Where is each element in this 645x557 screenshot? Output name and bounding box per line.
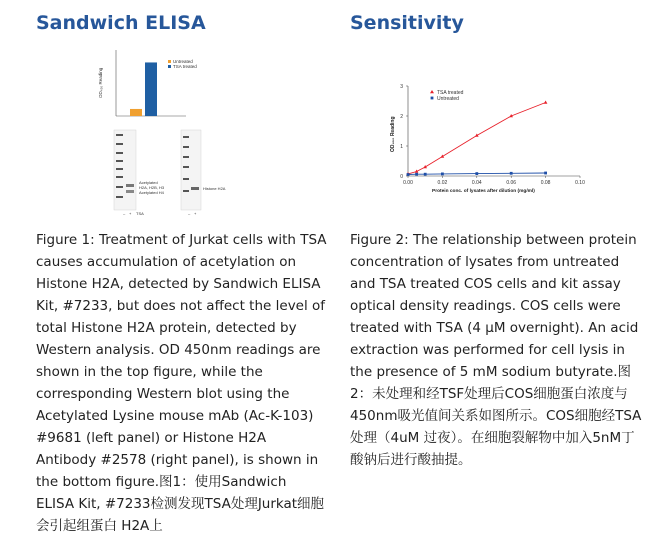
blot-left-label-3: Acetylated H4 [139,190,164,195]
fig1-legend-tsa: TSA treated [173,64,197,69]
fig1-legend-untreated: Untreated [173,59,193,64]
data-point-untreated [475,172,478,175]
x-tick-label: 0.06 [506,180,517,186]
sandwich-elisa-heading: Sandwich ELISA [36,12,206,34]
x-tick-label: 0.10 [575,180,585,186]
figure-1-image [86,48,226,218]
data-point-untreated [510,172,513,175]
x-tick-label: 0.02 [437,180,448,186]
legend-label-1: Untreated [437,95,459,102]
sensitivity-heading: Sensitivity [350,12,464,34]
blot-lane-minus-right: – [188,211,191,216]
fig1-ylabel: OD₄₅₀ Reading [98,67,103,98]
data-point-tsa [544,101,548,104]
western-blot-right [181,130,201,210]
blot-lane-tsa-left: TSA [136,211,144,216]
sens-ylabel: OD₄₅₀ Reading [390,116,396,152]
sensitivity-chart [380,80,590,200]
data-point-untreated [424,173,427,176]
data-point-untreated [415,173,418,176]
blot-left-label-2: H2A, H2B, H3 [139,185,165,190]
figure-2-caption: Figure 2: The relationship between protein concentration of lysates from untreated and TSA treated COS cells and kit assay optical density readings. COS cells were treated with TSA (4 μM overnight). An acid extraction was performed for cell lysis in the presence of 5 mM sodium butyrate.图2：未处理和经TSF处理后COS细胞蛋白浓度与450nm吸光值间关系如图所示。COS细胞经TSA处理（4uM 过夜）。在细胞裂解物中加入5nM丁酸钠后进行酸抽提。 [350,232,642,468]
y-tick-label: 1 [400,143,403,150]
legend-marker-untreated [431,97,434,100]
data-point-untreated [544,172,547,175]
blot-lane-plus-right: + [194,211,197,216]
blot-right-label: Histone H2A [203,186,226,191]
legend-marker-tsa [430,90,434,93]
y-tick-label: 2 [400,113,403,120]
series-line-0 [408,103,546,174]
x-tick-label: 0.08 [540,180,551,186]
blot-left-label-1: Acetylated [139,180,158,185]
data-point-untreated [441,173,444,176]
x-tick-label: 0.00 [403,180,413,186]
blot-lane-plus-left: + [129,211,132,216]
x-tick-label: 0.04 [471,180,482,186]
fig1-bar-0 [130,109,142,116]
legend-label-0: TSA treated [437,89,464,96]
y-tick-label: 0 [400,173,403,180]
blot-lane-minus-left: – [123,211,126,216]
fig1-bar-1 [145,62,157,116]
figure-1-caption: Figure 1: Treatment of Jurkat cells with TSA causes accumulation of acetylation on Histone H2A, detected by Sandwich ELISA Kit, #7233, but does not affect the level of total Histone H2A protein, detected by Western analysis. OD 450nm readings are shown in the top figure, while the corresponding Western blot using the Acetylated Lysine mouse mAb (Ac-K-103) #9681 (left panel) or Histone H2A Antibody #2578 (right panel), is shown in the bottom figure.图1：使用Sandwich ELISA Kit, #7233检测发现TSA处理Jurkat细胞会引起组蛋白 H2A上 [36,232,327,534]
y-tick-label: 3 [400,83,403,90]
sens-xlabel: Protein conc. of lysates after dilution (mg/ml) [432,189,535,194]
data-point-untreated [407,173,410,176]
